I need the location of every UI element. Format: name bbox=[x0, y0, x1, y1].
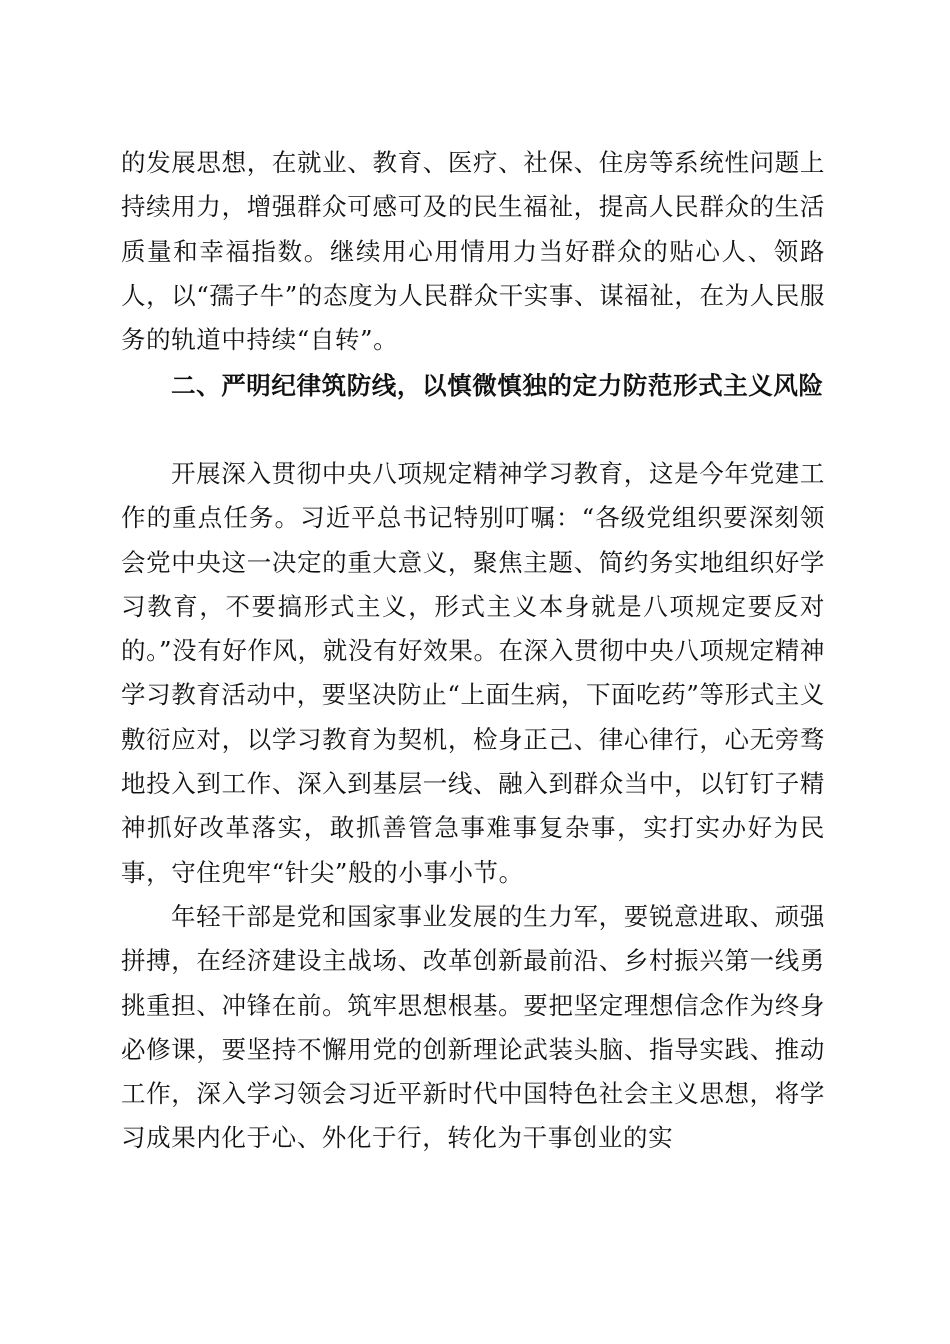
section-heading: 二、严明纪律筑防线，以慎微慎独的定力防范形式主义风险 bbox=[171, 371, 824, 400]
paragraph-study-education: 开展深入贯彻中央八项规定精神学习教育，这是今年党建工作的重点任务。习近平总书记特别叮嘱：“各级党组织要深刻领会党中央这一决定的重大意义，聚焦主题、简约务实地组织好学习教育，不要搞形式主义，形式主义本身就是八项规定要反对的。”没有好作风，就没有好效果。在深入贯彻中央八项规定精神学习教育活动中，要坚决防止“上面生病，下面吃药”等形式主义敷衍应对，以学习教育为契机，检身正己、律心律行，心无旁骛地投入到工作、深入到基层一线、融入到群众当中，以钉钉子精神抓好改革落实，敢抓善管急事难事复杂事，实打实办好为民事，守住兜牢“针尖”般的小事小节。 bbox=[121, 459, 825, 887]
paragraph-continued: 的发展思想，在就业、教育、医疗、社保、住房等系统性问题上持续用力，增强群众可感可及的民生福祉，提高人民群众的生活质量和幸福指数。继续用心用情用力当好群众的贴心人、领路人，以“孺子牛”的态度为人民群众干实事、谋福祉，在为人民服务的轨道中持续“自转”。 bbox=[121, 148, 825, 355]
paragraph-young-cadres: 年轻干部是党和国家事业发展的生力军，要锐意进取、顽强拼搏，在经济建设主战场、改革创新最前沿、乡村振兴第一线勇挑重担、冲锋在前。筑牢思想根基。要把坚定理想信念作为终身必修课，要坚持不懈用党的创新理论武装头脑、指导实践、推动工作，深入学习领会习近平新时代中国特色社会主义思想，将学习成果内化于心、外化于行，转化为干事创业的实 bbox=[121, 902, 825, 1153]
